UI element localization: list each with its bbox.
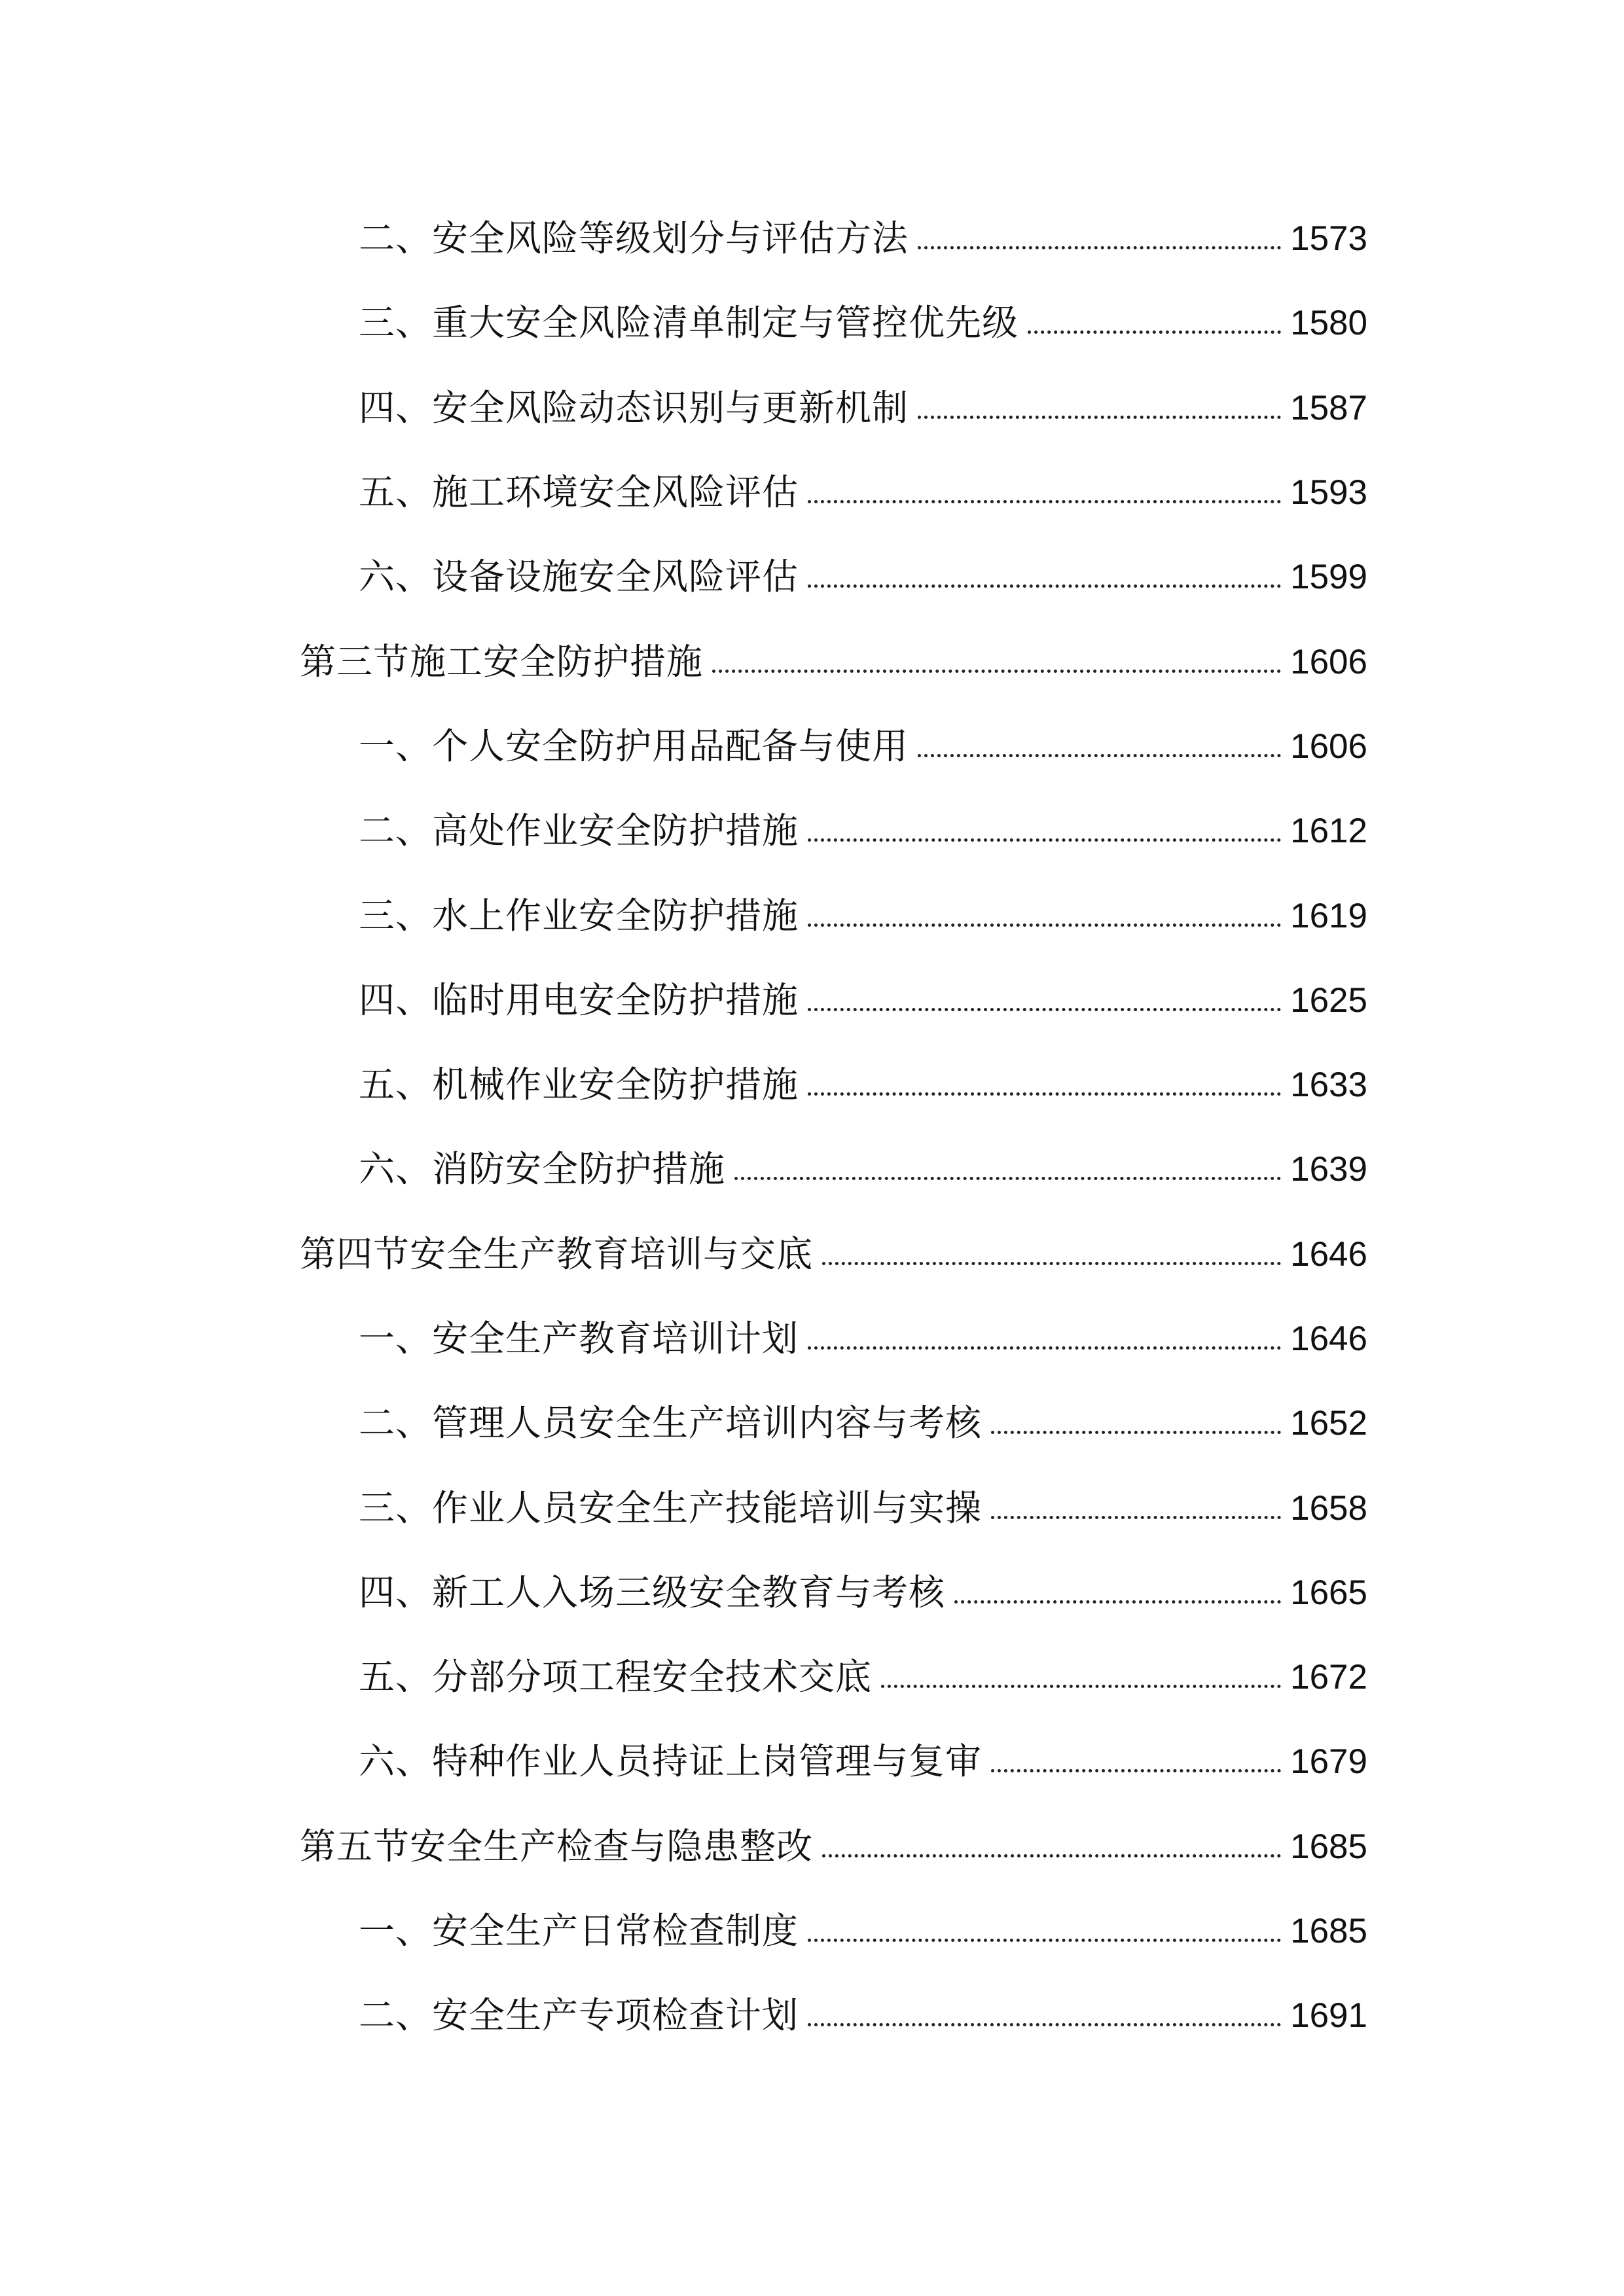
toc-dot-leader [712, 670, 1281, 673]
toc-page-number: 1573 [1290, 219, 1367, 259]
toc-entry-title: 第五节安全生产检查与隐患整改 [300, 1825, 814, 1867]
toc-entry-title: 四、安全风险动态识别与更新机制 [359, 386, 909, 429]
toc-page-number: 1599 [1290, 558, 1367, 597]
toc-dot-leader [808, 838, 1281, 842]
table-of-contents [0, 196, 1624, 2058]
toc-entry-title: 三、水上作业安全防护措施 [359, 894, 799, 937]
toc-entry-title: 一、个人安全防护用品配备与使用 [359, 725, 909, 767]
toc-entry[interactable] [0, 958, 1624, 1043]
toc-dot-leader [991, 1431, 1281, 1434]
toc-dot-leader [918, 416, 1281, 419]
toc-entry-title: 二、安全风险等级划分与评估方法 [359, 217, 909, 260]
toc-page-number: 1652 [1290, 1404, 1367, 1443]
toc-page-number: 1658 [1290, 1488, 1367, 1528]
toc-section-entry[interactable] [0, 1804, 1624, 1889]
toc-entry[interactable] [0, 789, 1624, 873]
toc-page-number: 1625 [1290, 980, 1367, 1020]
toc-entry[interactable] [0, 1973, 1624, 2058]
toc-page-number: 1665 [1290, 1573, 1367, 1612]
toc-entry-title: 第三节施工安全防护措施 [300, 640, 704, 683]
toc-dot-leader [808, 500, 1281, 503]
toc-page-number: 1646 [1290, 1319, 1367, 1358]
toc-entry-title: 六、特种作业人员持证上岗管理与复审 [359, 1740, 983, 1783]
toc-entry[interactable] [0, 281, 1624, 365]
toc-dot-leader [808, 584, 1281, 588]
toc-entry[interactable] [0, 1635, 1624, 1719]
toc-page-number: 1672 [1290, 1658, 1367, 1697]
toc-page-number: 1606 [1290, 726, 1367, 766]
toc-dot-leader [808, 2023, 1281, 2026]
toc-page-number: 1685 [1290, 1912, 1367, 1951]
toc-entry[interactable] [0, 366, 1624, 450]
toc-entry-title: 二、高处作业安全防护措施 [359, 810, 799, 852]
toc-dot-leader [808, 924, 1281, 927]
toc-entry[interactable] [0, 1551, 1624, 1635]
toc-page-number: 1587 [1290, 388, 1367, 427]
toc-dot-leader [1028, 331, 1281, 334]
toc-dot-leader [808, 1346, 1281, 1350]
toc-dot-leader [808, 1092, 1281, 1096]
toc-entry-title: 五、施工环境安全风险评估 [359, 471, 799, 514]
toc-dot-leader [991, 1516, 1281, 1519]
toc-entry[interactable] [0, 1127, 1624, 1211]
toc-section-entry[interactable] [0, 1212, 1624, 1297]
toc-page-number: 1606 [1290, 642, 1367, 681]
toc-dot-leader [918, 754, 1281, 757]
toc-page-number: 1612 [1290, 812, 1367, 851]
toc-entry-title: 五、分部分项工程安全技术交底 [359, 1656, 873, 1698]
toc-dot-leader [808, 1008, 1281, 1011]
toc-entry[interactable] [0, 196, 1624, 281]
toc-entry-title: 二、安全生产专项检查计划 [359, 1994, 799, 2037]
toc-entry[interactable] [0, 450, 1624, 535]
toc-dot-leader [954, 1600, 1281, 1604]
toc-page-number: 1646 [1290, 1234, 1367, 1274]
toc-entry[interactable] [0, 1381, 1624, 1465]
toc-dot-leader [991, 1769, 1281, 1772]
toc-page-number: 1679 [1290, 1742, 1367, 1782]
toc-entry-title: 五、机械作业安全防护措施 [359, 1064, 799, 1106]
toc-entry-title: 六、消防安全防护措施 [359, 1148, 726, 1191]
toc-page-number: 1593 [1290, 473, 1367, 512]
toc-entry-title: 三、重大安全风险清单制定与管控优先级 [359, 302, 1019, 344]
toc-page-number: 1633 [1290, 1066, 1367, 1105]
toc-section-entry[interactable] [0, 619, 1624, 704]
toc-entry[interactable] [0, 1297, 1624, 1381]
toc-dot-leader [822, 1262, 1281, 1265]
toc-entry[interactable] [0, 1043, 1624, 1127]
toc-entry-title: 二、管理人员安全生产培训内容与考核 [359, 1402, 983, 1444]
toc-entry[interactable] [0, 704, 1624, 789]
toc-entry[interactable] [0, 1465, 1624, 1550]
toc-entry-title: 一、安全生产日常检查制度 [359, 1910, 799, 1952]
toc-page-number: 1619 [1290, 896, 1367, 935]
toc-entry-title: 一、安全生产教育培训计划 [359, 1318, 799, 1359]
toc-entry[interactable] [0, 873, 1624, 958]
toc-page-number: 1580 [1290, 304, 1367, 343]
toc-entry-title: 第四节安全生产教育培训与交底 [300, 1232, 814, 1275]
toc-dot-leader [808, 1939, 1281, 1942]
toc-entry-title: 四、新工人入场三级安全教育与考核 [359, 1571, 946, 1613]
toc-entry[interactable] [0, 1719, 1624, 1804]
toc-entry-title: 三、作业人员安全生产技能培训与实操 [359, 1486, 983, 1529]
toc-entry[interactable] [0, 535, 1624, 619]
toc-page-number: 1691 [1290, 1996, 1367, 2036]
toc-page-number: 1639 [1290, 1150, 1367, 1189]
toc-entry[interactable] [0, 1889, 1624, 1973]
toc-entry-title: 六、设备设施安全风险评估 [359, 556, 799, 598]
toc-dot-leader [881, 1685, 1281, 1688]
toc-dot-leader [918, 246, 1281, 249]
toc-entry-title: 四、临时用电安全防护措施 [359, 978, 799, 1021]
toc-dot-leader [822, 1854, 1281, 1857]
toc-dot-leader [734, 1177, 1281, 1180]
toc-page-number: 1685 [1290, 1827, 1367, 1866]
